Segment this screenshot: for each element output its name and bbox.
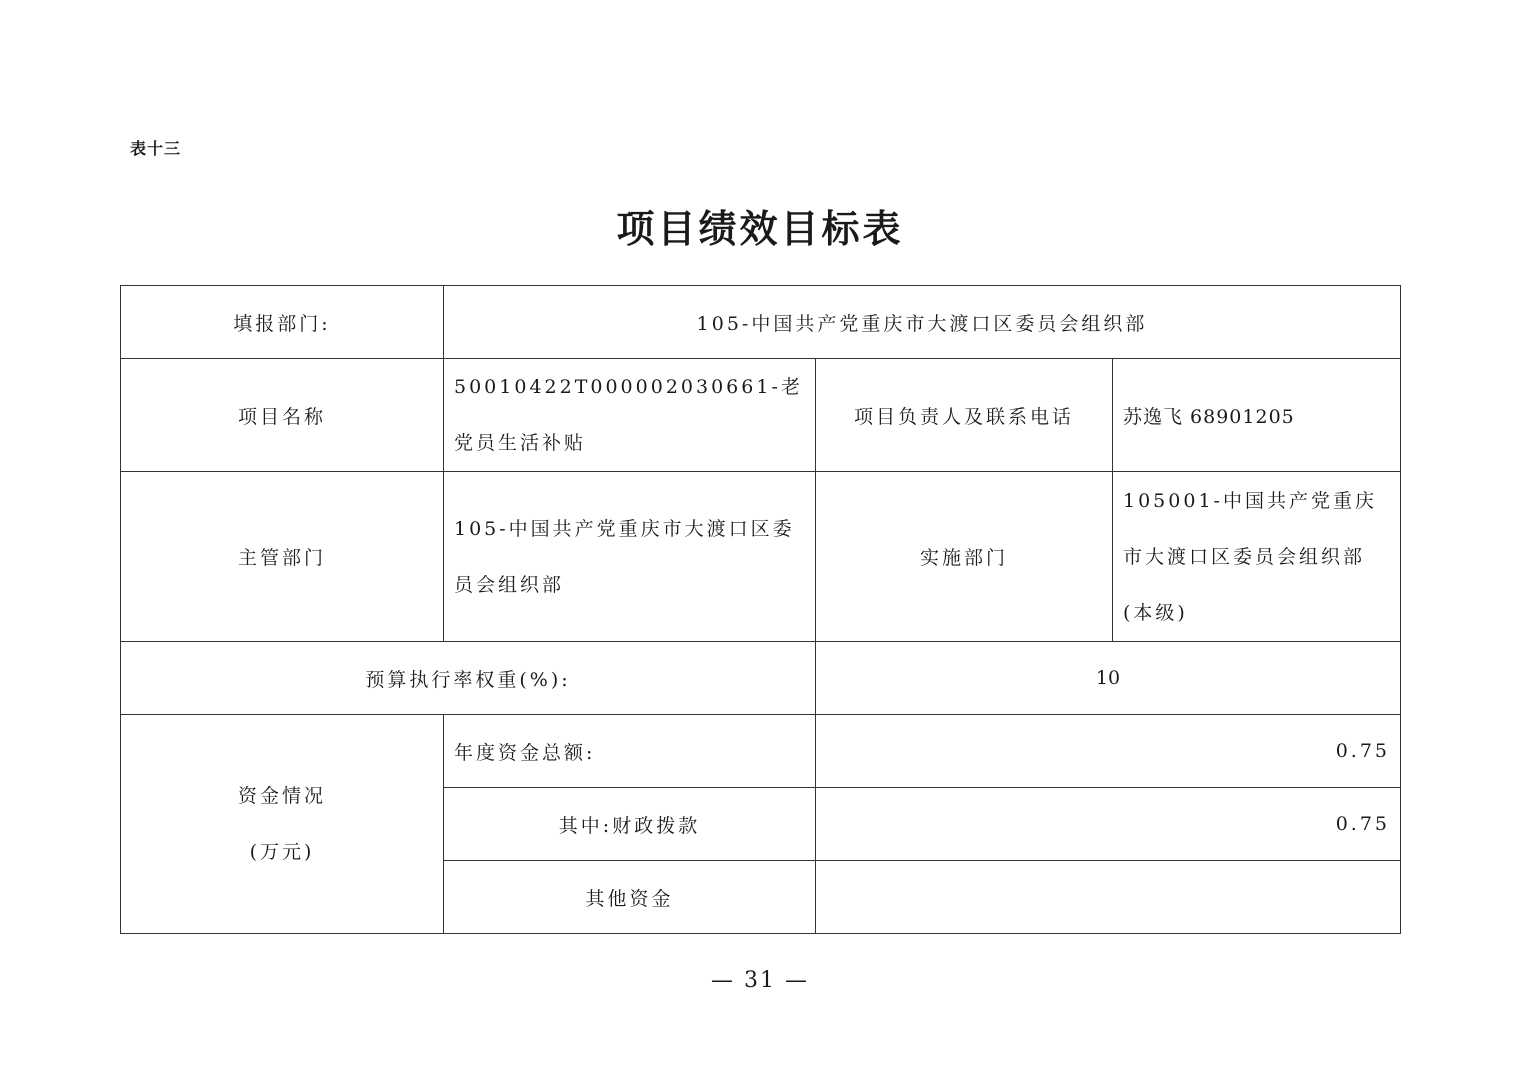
row-budget-weight [121,642,1401,715]
fiscal-value: 0.75 [816,788,1401,861]
performance-target-table [120,285,1401,934]
budget-weight-value: 10 [816,642,1401,715]
fiscal-label: 其中:财政拨款 [444,788,816,861]
contact-label: 项目负责人及联系电话 [816,359,1113,472]
contact-value: 苏逸飞 68901205 [1113,359,1401,472]
funds-label-line1: 资金情况 [237,785,326,807]
row-project-name [121,359,1401,472]
supervisor-value: 105-中国共产党重庆市大渡口区委员会组织部 [444,472,816,642]
funds-label [121,715,444,934]
supervisor-label: 主管部门 [121,472,444,642]
page-number: — 31 — [711,968,809,993]
document-title: 项目绩效目标表 [616,207,904,251]
project-name-label: 项目名称 [121,359,444,472]
project-name-value: 50010422T000002030661-老党员生活补贴 [444,359,816,472]
implement-label: 实施部门 [816,472,1113,642]
other-funds-value [816,861,1401,934]
row-departments [121,472,1401,642]
dept-value: 105-中国共产党重庆市大渡口区委员会组织部 [444,286,1401,359]
dept-label: 填报部门: [121,286,444,359]
annual-total-label: 年度资金总额: [444,715,816,788]
row-annual-total [121,715,1401,788]
annual-total-value: 0.75 [816,715,1401,788]
other-funds-label: 其他资金 [444,861,816,934]
funds-label-line2: (万元) [249,841,315,863]
table-number: 表十三 [130,139,182,158]
budget-weight-label: 预算执行率权重(%): [121,642,816,715]
row-department [121,286,1401,359]
implement-value: 105001-中国共产党重庆市大渡口区委员会组织部(本级) [1113,472,1401,642]
